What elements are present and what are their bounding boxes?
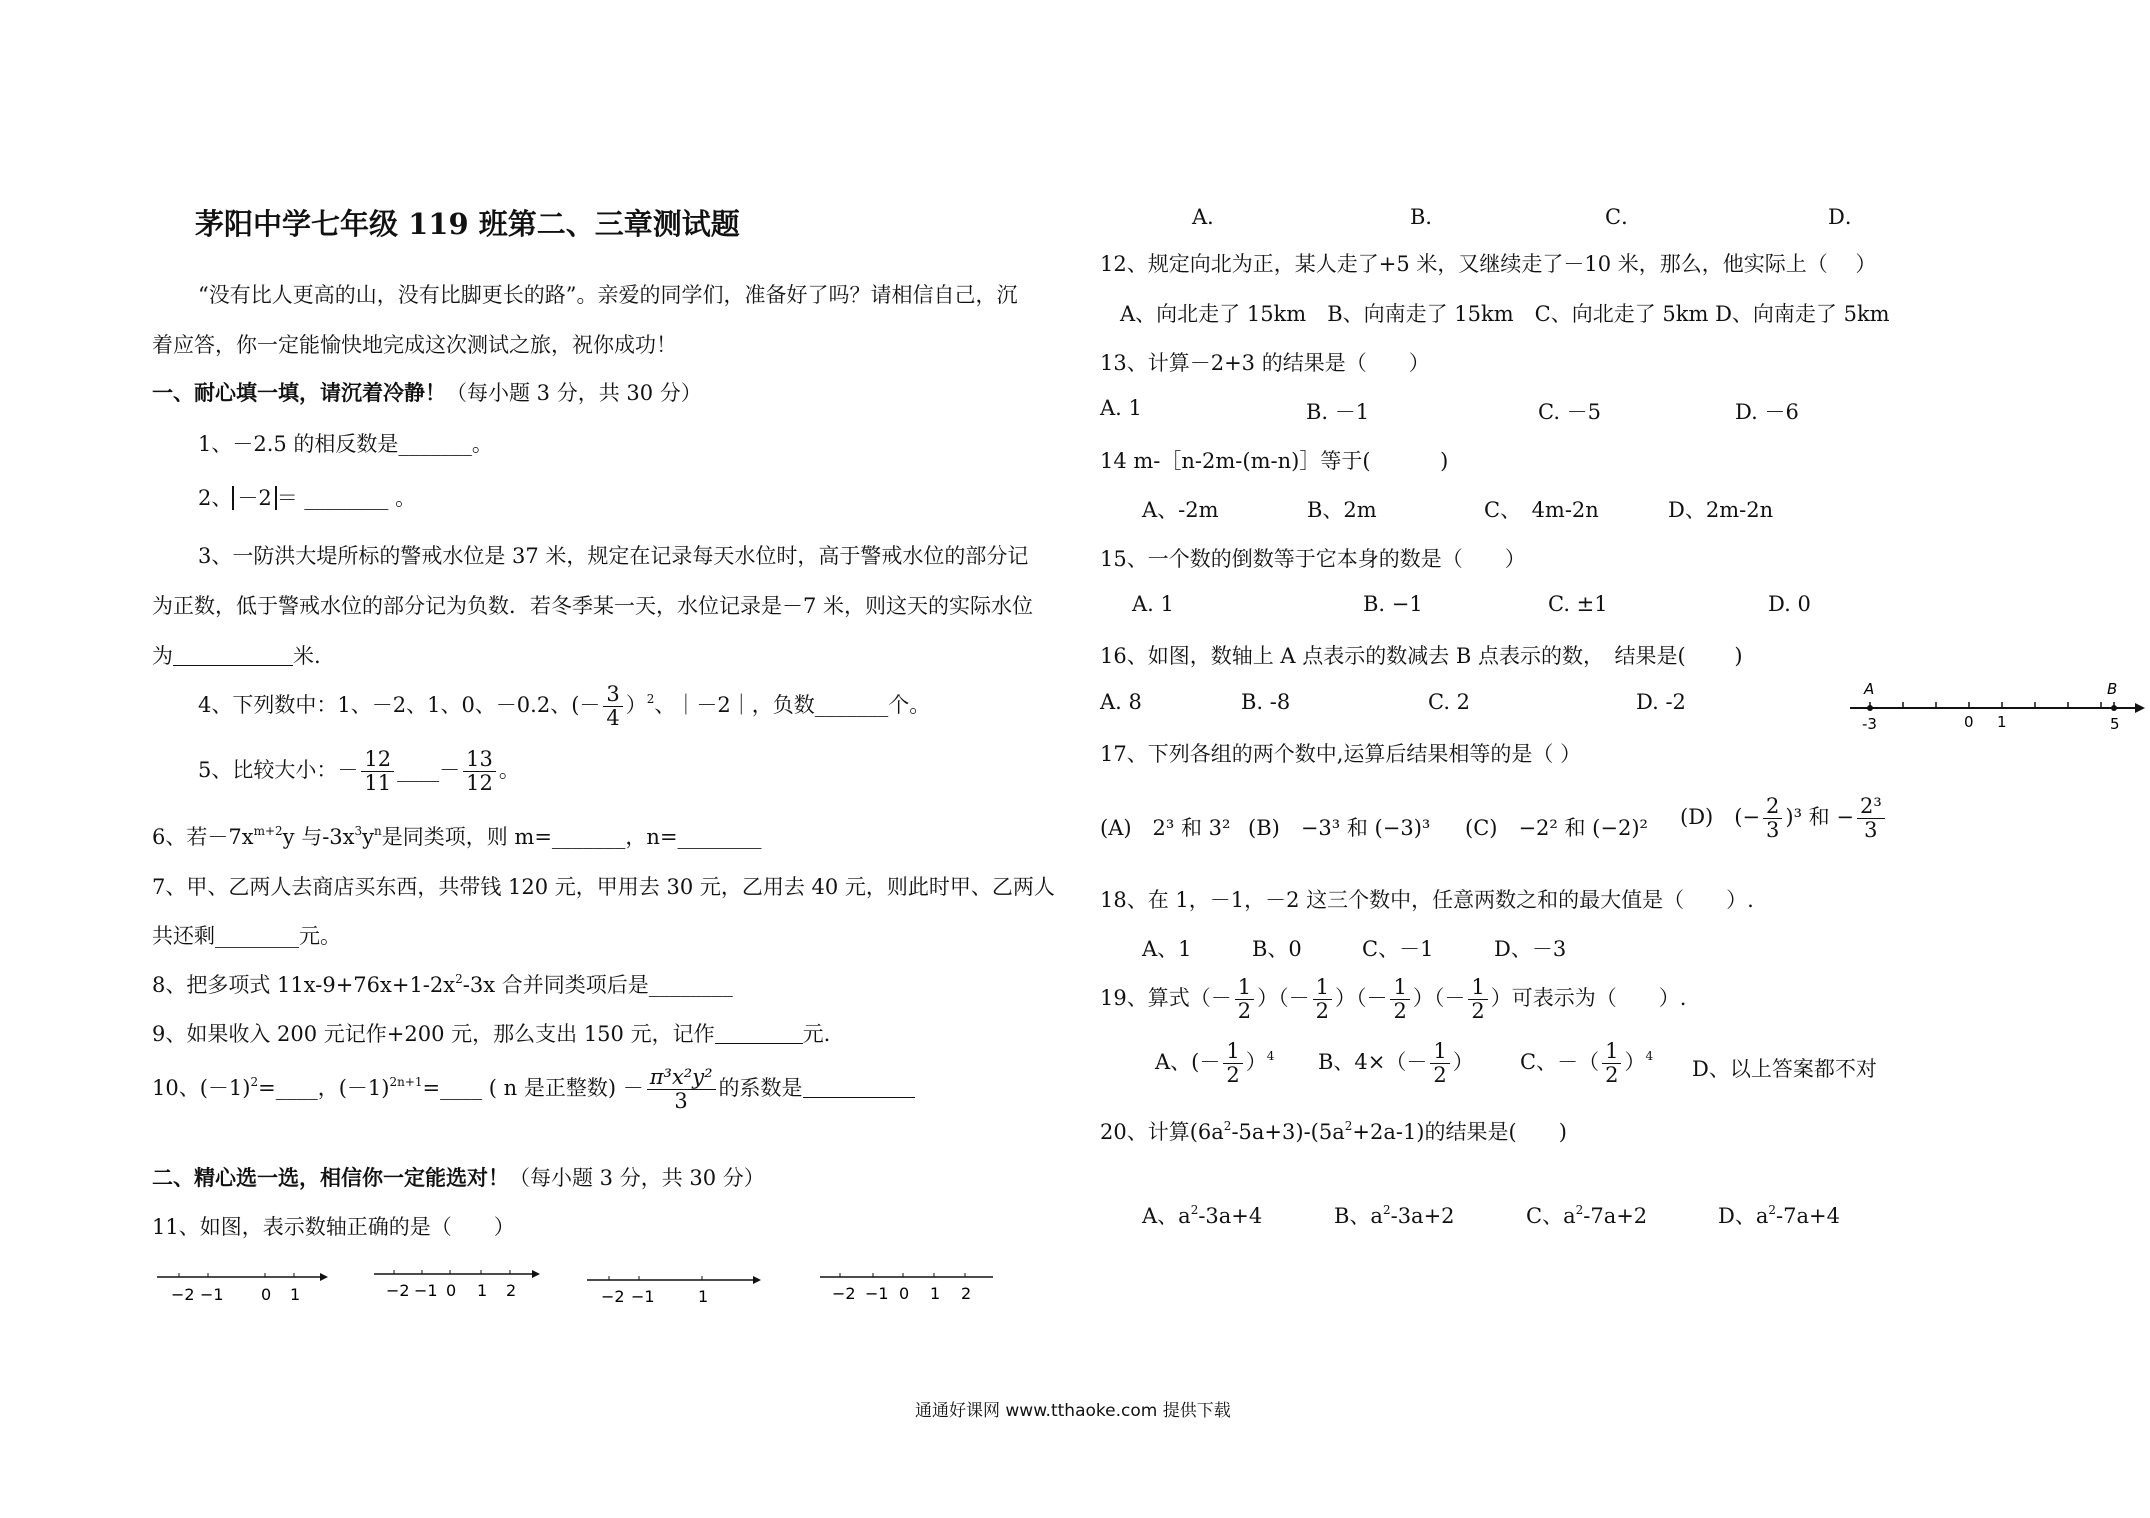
q3-suffix: 米. — [293, 644, 321, 668]
axis-a-label: −2 — [171, 1285, 195, 1304]
q20-d-pre: D、a — [1718, 1204, 1769, 1228]
q9-text-b: 元. — [802, 1022, 831, 1046]
q20-b-pre: B、a — [1334, 1204, 1383, 1228]
q17-option-a: (A) 2³ 和 3² — [1100, 816, 1231, 840]
q5-text-b: ____－ — [397, 758, 461, 783]
q20-exp-1: 2 — [1223, 1119, 1232, 1133]
q16-option-d: D. -2 — [1636, 690, 1686, 714]
q4-denominator: 4 — [606, 706, 620, 731]
q13-option-c: C. －5 — [1538, 400, 1602, 424]
q5-fraction-2 — [463, 748, 496, 795]
q19-text-a: 19、算式（－ — [1100, 986, 1232, 1011]
q8-exp: 2 — [455, 972, 463, 986]
q19-option-a — [1155, 1040, 1274, 1087]
q14-option-a: A、-2m — [1142, 498, 1219, 522]
question-18: 18、在 1，－1，－2 这三个数中，任意两数之和的最大值是（ ）. — [1100, 888, 1754, 912]
q19-a-numerator: 1 — [1223, 1040, 1242, 1064]
q20-a-pre: A、a — [1142, 1204, 1191, 1228]
q19-b-numerator: 1 — [1430, 1040, 1449, 1064]
q17-option-c: (C) −2² 和 (−2)² — [1465, 816, 1648, 840]
q19-fraction — [1390, 976, 1409, 1023]
q3-answer-blank — [173, 644, 293, 666]
intro-line-2: 着应答，你一定能愉快地完成这次测试之旅，祝你成功！ — [152, 333, 677, 357]
question-1: 1、－2.5 的相反数是_______。 — [198, 432, 493, 456]
q13-option-a: A. 1 — [1100, 396, 1142, 420]
q2-prefix: 2、 — [198, 486, 233, 510]
axis-a-label: 0 — [261, 1285, 272, 1304]
q17-d-denominator-1: 3 — [1766, 818, 1780, 843]
point-a-label: A — [1864, 680, 1875, 698]
q6-text-c: y — [362, 825, 375, 849]
axis-b-label: −1 — [414, 1281, 438, 1300]
q4-text-b: ） — [625, 693, 647, 718]
q17-option-d — [1680, 795, 1888, 842]
q15-option-d: D. 0 — [1768, 592, 1811, 616]
axis-d-label: 1 — [930, 1284, 941, 1303]
question-19 — [1100, 976, 1686, 1023]
q17-d-text-a: (D) (− — [1680, 805, 1761, 830]
q10-fraction — [647, 1066, 716, 1113]
section2-heading: 二、精心选一选，相信你一定能选对！ — [152, 1165, 509, 1190]
q19-c-numerator: 1 — [1602, 1040, 1621, 1064]
q16-tick-label: 0 — [1964, 713, 1974, 731]
q8-text-a: 8、把多项式 11x-9+76x+1-2x — [152, 973, 456, 997]
axis-d-label: −1 — [865, 1284, 889, 1303]
q15-option-c: C. ±1 — [1548, 592, 1608, 616]
question-17: 17、下列各组的两个数中,运算后结果相等的是（ ） — [1100, 742, 1582, 766]
q2-answer-blank: ＝ ________ 。 — [276, 486, 417, 510]
q19-numerator: 1 — [1235, 976, 1254, 1000]
axis-d-label: 2 — [961, 1284, 972, 1303]
q19-c-text: C、－（ — [1520, 1050, 1600, 1075]
q19-option-c — [1520, 1040, 1653, 1087]
q3-prefix: 为 — [152, 644, 173, 668]
q19-b-fraction — [1430, 1040, 1449, 1087]
q20-b-exp: 2 — [1382, 1203, 1391, 1217]
q17-d-fraction-2 — [1857, 795, 1885, 842]
q11-option-b: B． — [1410, 205, 1447, 229]
q10-text-b: =____，(－1) — [258, 1076, 390, 1101]
q5-fraction-1 — [361, 748, 394, 795]
q5-text-a: 5、比较大小：－ — [198, 758, 359, 783]
q19-fraction — [1313, 976, 1332, 1023]
q20-a-post: -3a+4 — [1198, 1204, 1263, 1228]
q6-exp-3: n — [374, 824, 382, 838]
q14-option-d: D、2m-2n — [1668, 498, 1774, 522]
q19-denominator: 2 — [1237, 999, 1252, 1024]
section1-note: （每小题 3 分，共 30 分） — [446, 381, 702, 405]
q10-text-d: 的系数是 — [718, 1076, 803, 1101]
q19-b-close: ） — [1452, 1050, 1474, 1075]
q16-tick-label: 1 — [1997, 713, 2007, 731]
q19-option-b — [1318, 1040, 1474, 1087]
q13-option-b: B. －1 — [1306, 400, 1370, 424]
q19-a-text: A、(－ — [1155, 1050, 1221, 1075]
q15-option-b: B. −1 — [1363, 592, 1423, 616]
question-20 — [1100, 1116, 1567, 1146]
q9-text-a: 9、如果收入 200 元记作+200 元，那么支出 150 元，记作 — [152, 1022, 715, 1046]
axis-a-label: −1 — [200, 1285, 224, 1304]
q19-option-d: D、以上答案都不对 — [1692, 1057, 1877, 1081]
q19-numerator: 1 — [1390, 976, 1409, 1000]
axis-a-label: 1 — [290, 1285, 301, 1304]
q19-denominator: 2 — [1315, 999, 1329, 1024]
section1-header — [152, 377, 702, 407]
q4-fraction — [603, 683, 622, 730]
q20-c-post: -7a+2 — [1583, 1204, 1648, 1228]
q6-exp-2: 3 — [354, 824, 363, 838]
q16-tick-label: -3 — [1862, 715, 1877, 733]
q19-a-close: ） — [1245, 1050, 1267, 1075]
q10-exp-1: 2 — [250, 1075, 259, 1090]
q19-separator: ）（－ — [1412, 986, 1466, 1011]
q19-fraction — [1468, 976, 1487, 1023]
question-6 — [152, 821, 762, 851]
q19-text-end: ）可表示为（ ）. — [1490, 986, 1687, 1011]
q16-option-c: C. 2 — [1428, 690, 1471, 714]
q11-option-c: C． — [1605, 205, 1643, 229]
q16-option-b: B. -8 — [1241, 690, 1291, 714]
q19-c-denominator: 2 — [1605, 1063, 1619, 1088]
axis-b-label: −2 — [386, 1281, 410, 1300]
q20-c-exp: 2 — [1575, 1203, 1584, 1217]
axis-c-label: 1 — [698, 1287, 709, 1306]
q11-axis-c — [585, 1268, 765, 1308]
q10-answer-blank — [803, 1076, 915, 1098]
q18-option-a: A、1 — [1142, 937, 1192, 961]
q19-separator: ）（－ — [1334, 986, 1388, 1011]
question-10 — [152, 1066, 915, 1113]
q20-b-post: -3a+2 — [1390, 1204, 1455, 1228]
q20-exp-2: 2 — [1344, 1119, 1353, 1133]
q8-text-b: -3x 合并同类项后是________ — [462, 973, 733, 997]
q4-text-a: 4、下列数中：1、－2、1、0、－0.2、(－ — [198, 693, 601, 718]
question-13: 13、计算－2+3 的结果是（ ） — [1100, 351, 1430, 375]
q5-denominator-2: 12 — [466, 771, 493, 796]
q20-text-b: -5a+3)-(5a — [1231, 1120, 1345, 1144]
q19-c-close: ） — [1624, 1050, 1646, 1075]
q6-exp-1: m+2 — [253, 824, 283, 838]
q17-d-numerator-2: 2³ — [1857, 795, 1885, 819]
axis-a-arrow — [320, 1273, 328, 1281]
q17-d-text-b: )³ 和 − — [1785, 805, 1854, 830]
axis-b-label: 1 — [477, 1281, 488, 1300]
q2-absolute-value: －2 — [232, 486, 276, 510]
q6-text-a: 6、若－7x — [152, 825, 254, 849]
section1-heading: 一、耐心填一填，请沉着冷静！ — [152, 380, 446, 405]
question-3-line-1: 3、一防洪大堤所标的警戒水位是 37 米，规定在记录每天水位时，高于警戒水位的部分记 — [198, 544, 1029, 568]
q10-denominator: 3 — [674, 1089, 688, 1114]
q11-axis-a — [155, 1265, 335, 1305]
question-2 — [198, 482, 416, 512]
q13-option-d: D. －6 — [1735, 400, 1799, 424]
q10-text-a: 10、(－1) — [152, 1076, 251, 1101]
q11-option-a: A． — [1192, 205, 1229, 229]
q19-c-exp: 4 — [1645, 1049, 1654, 1064]
question-11: 11、如图，表示数轴正确的是（ ） — [152, 1215, 515, 1239]
q11-axis-b — [372, 1262, 547, 1302]
q4-numerator: 3 — [603, 683, 622, 707]
q5-denominator-1: 11 — [364, 771, 392, 796]
q14-option-c: C、 4m-2n — [1484, 498, 1599, 522]
q16-tick-label: 5 — [2110, 715, 2120, 733]
q11-axis-d — [818, 1265, 998, 1305]
q19-numerator: 1 — [1468, 976, 1487, 1000]
q4-exponent: 2 — [646, 692, 655, 707]
point-a — [1867, 705, 1873, 711]
q17-d-denominator-2: 3 — [1864, 818, 1878, 843]
q20-option-d — [1718, 1200, 1840, 1230]
q16-axis-arrow — [2135, 703, 2145, 713]
question-7-line-1: 7、甲、乙两人去商店买东西，共带钱 120 元，甲用去 30 元，乙用去 40 元，则此时甲、乙两人 — [152, 875, 1055, 899]
q10-numerator: π³x²y² — [647, 1066, 716, 1090]
q20-option-a — [1142, 1200, 1262, 1230]
q19-b-text: B、4×（－ — [1318, 1050, 1428, 1075]
q20-a-exp: 2 — [1190, 1203, 1199, 1217]
question-3-line-3 — [152, 640, 321, 670]
q18-option-d: D、－3 — [1494, 937, 1567, 961]
q19-numerator: 1 — [1313, 976, 1332, 1000]
section2-header — [152, 1162, 765, 1192]
question-8 — [152, 969, 733, 999]
question-3-line-2: 为正数，低于警戒水位的部分记为负数．若冬季某一天，水位记录是－7 米，则这天的实际水位 — [152, 594, 1034, 618]
q17-d-fraction-1 — [1763, 795, 1782, 842]
q10-exp-2: 2n+1 — [389, 1075, 423, 1090]
q12-options: A、向北走了 15km B、向南走了 15km C、向北走了 5km D、向南走了 5km — [1120, 302, 1890, 326]
q4-text-c: 、｜－2｜，负数_______个。 — [654, 693, 931, 718]
q16-option-a: A. 8 — [1100, 690, 1142, 714]
q19-a-fraction — [1223, 1040, 1242, 1087]
question-16: 16、如图，数轴上 A 点表示的数减去 B 点表示的数， 结果是( ) — [1100, 644, 1743, 668]
q11-option-d: D． — [1828, 205, 1866, 229]
q19-separator: ）（－ — [1257, 986, 1310, 1011]
q9-answer-blank — [715, 1022, 803, 1044]
question-15: 15、一个数的倒数等于它本身的数是（ ） — [1100, 547, 1526, 571]
q15-option-a: A. 1 — [1132, 592, 1174, 616]
q5-text-c: 。 — [498, 758, 520, 783]
question-5 — [198, 748, 520, 795]
q18-option-c: C、－1 — [1362, 937, 1434, 961]
axis-c-label: −1 — [631, 1287, 655, 1306]
q14-option-b: B、2m — [1307, 498, 1377, 522]
question-9 — [152, 1018, 830, 1048]
q19-denominator: 2 — [1471, 999, 1485, 1024]
q19-a-exp: 4 — [1266, 1049, 1275, 1064]
q16-number-line — [1840, 678, 2150, 734]
axis-b-label: 0 — [446, 1281, 457, 1300]
q20-text-c: +2a-1)的结果是( ) — [1352, 1120, 1567, 1144]
axis-b-label: 2 — [506, 1281, 517, 1300]
q20-d-post: -7a+4 — [1776, 1204, 1840, 1228]
q19-a-denominator: 2 — [1226, 1063, 1240, 1088]
q19-b-denominator: 2 — [1433, 1063, 1447, 1088]
question-4 — [198, 683, 930, 730]
q19-denominator: 2 — [1393, 999, 1407, 1024]
q20-c-pre: C、a — [1526, 1204, 1576, 1228]
q10-text-c: =____ ( n 是正整数) － — [422, 1076, 644, 1101]
axis-d-label: −2 — [832, 1284, 856, 1303]
q6-text-b: y 与-3x — [282, 825, 355, 849]
q20-text-a: 20、计算(6a — [1100, 1120, 1224, 1144]
q17-d-numerator-1: 2 — [1763, 795, 1782, 819]
q20-option-c — [1526, 1200, 1647, 1230]
point-b-label: B — [2107, 680, 2118, 698]
point-b — [2111, 705, 2117, 711]
q20-option-b — [1334, 1200, 1455, 1230]
section2-note: （每小题 3 分，共 30 分） — [509, 1166, 765, 1190]
q20-d-exp: 2 — [1768, 1203, 1776, 1217]
intro-line-1: “没有比人更高的山，没有比脚更长的路”。亲爱的同学们，准备好了吗？请相信自己，沉 — [198, 283, 1018, 307]
q18-option-b: B、0 — [1252, 937, 1302, 961]
question-12: 12、规定向北为正，某人走了+5 米，又继续走了－10 米，那么，他实际上（ ） — [1100, 252, 1877, 276]
q6-text-d: 是同类项，则 m=_______，n=________ — [381, 825, 762, 849]
question-7-line-2: 共还剩________元。 — [152, 924, 341, 948]
footer-credit: 通通好课网 www.tthaoke.com 提供下载 — [915, 1401, 1231, 1421]
q5-numerator-2: 13 — [463, 748, 496, 772]
q19-c-fraction — [1602, 1040, 1621, 1087]
page-title: 茅阳中学七年级 119 班第二、三章测试题 — [195, 207, 740, 241]
q19-fraction — [1235, 976, 1254, 1023]
q5-numerator-1: 12 — [361, 748, 394, 772]
q17-option-b: (B) −3³ 和 (−3)³ — [1248, 816, 1431, 840]
axis-c-label: −2 — [601, 1287, 625, 1306]
question-14: 14 m-［n-2m-(m-n)］等于( ) — [1100, 449, 1449, 473]
axis-d-label: 0 — [899, 1284, 910, 1303]
